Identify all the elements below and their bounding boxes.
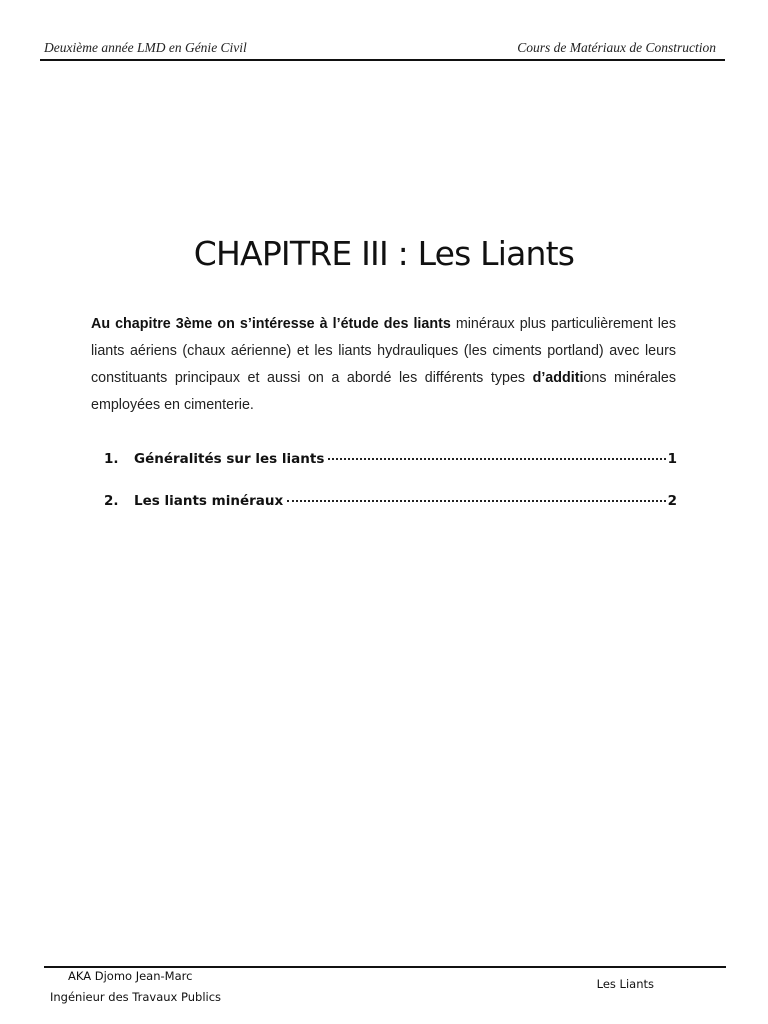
footer-divider — [44, 966, 726, 968]
header-divider — [40, 59, 725, 61]
intro-bold-mid: d’additi — [532, 370, 584, 386]
toc-dot-leader — [328, 458, 665, 460]
footer-author-name: AKA Djomo Jean-Marc — [68, 969, 193, 983]
intro-text-part-2: ons minérales employées en cimenterie. — [91, 370, 676, 413]
footer-author-role: Ingénieur des Travaux Publics — [50, 990, 222, 1004]
toc-entry[interactable] — [104, 451, 677, 473]
toc-entry-page: 1 — [667, 451, 677, 467]
toc-entry-number: 1. — [104, 451, 119, 467]
intro-text-part-1: minéraux plus particulièrement les liants aériens (chaux aérienne) et les liants hydrauliques (les ciments portland) avec leurs constituants principaux et aussi on a abordé les différents types — [91, 316, 676, 386]
toc-entry-page: 2 — [667, 493, 677, 509]
running-header-course-year: Deuxième année LMD en Génie Civil — [44, 40, 247, 55]
chapter-title: CHAPITRE III : Les Liants — [193, 234, 575, 273]
running-header-course-title: Cours de Matériaux de Construction — [517, 40, 716, 55]
intro-paragraph — [91, 311, 676, 419]
toc-entry-label: Généralités sur les liants — [134, 451, 325, 467]
intro-bold-lead: Au chapitre 3ème on s’intéresse à l’étude des liants — [91, 316, 451, 332]
toc-entry-number: 2. — [104, 493, 119, 509]
toc-entry[interactable] — [104, 493, 677, 515]
toc-dot-leader — [287, 500, 665, 502]
toc-entry-label: Les liants minéraux — [134, 493, 284, 509]
footer-chapter-name: Les Liants — [596, 977, 654, 991]
